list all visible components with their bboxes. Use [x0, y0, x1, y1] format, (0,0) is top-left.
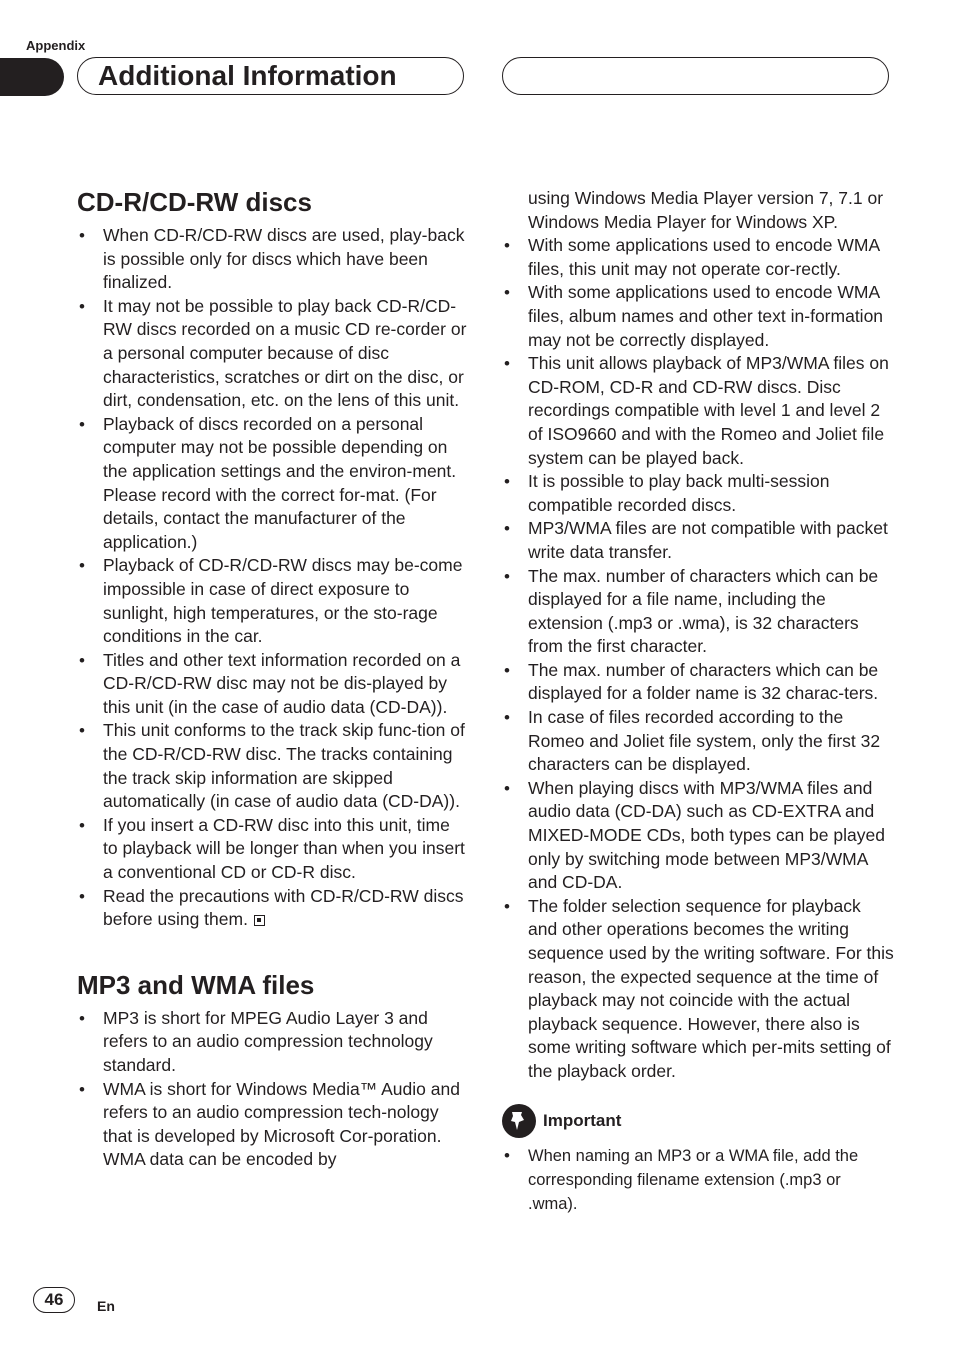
- cdr-bullet-list: [77, 224, 469, 932]
- list-item: • In case of files recorded according to the Romeo and Joliet file system, only the first 32 characters can be displayed.: [502, 706, 894, 777]
- list-item: • WMA is short for Windows Media™ Audio and refers to an audio compression tech-nology that is developed by Microsoft Cor-poration. WMA data can be encoded by: [77, 1078, 469, 1172]
- language-code: En: [97, 1298, 115, 1314]
- list-item: • Playback of CD-R/CD-RW discs may be-come impossible in case of direct exposure to sunlight, high temperatures, or the sto-rage conditions in the car.: [77, 554, 469, 648]
- list-item: • MP3/WMA files are not compatible with packet write data transfer.: [502, 517, 894, 564]
- list-item-text: Read the precautions with CD-R/CD-RW discs before using them.: [103, 885, 464, 930]
- important-label: Important: [543, 1110, 622, 1130]
- list-item: • MP3 is short for MPEG Audio Layer 3 and refers to an audio compression technology standard.: [77, 1007, 469, 1078]
- continued-text: using Windows Media Player version 7, 7.1 or Windows Media Player for Windows XP.: [528, 188, 884, 232]
- list-item: • When naming an MP3 or a WMA file, add the corresponding filename extension (.mp3 or .wma).: [502, 1144, 894, 1216]
- list-item: • With some applications used to encode WMA files, this unit may not operate cor-rectly.: [502, 234, 894, 281]
- list-item: • With some applications used to encode WMA files, album names and other text in-formation may not be correctly displayed.: [502, 281, 894, 352]
- right-column: [502, 186, 894, 1216]
- list-item: • The folder selection sequence for playback and other operations becomes the writing sequence used by the writing software. For this reason, the expected sequence at the time of playback may not coincide with the actual playback sequence. However, there also is some writing software which per-mits setting of the playback order.: [502, 895, 894, 1084]
- important-heading: [502, 1104, 894, 1138]
- page-number: 46: [33, 1287, 75, 1313]
- mp3-bullet-list: [77, 1007, 469, 1172]
- important-bullet-list: [502, 1144, 894, 1216]
- list-item: • Titles and other text information recorded on a CD-R/CD-RW disc may not be dis-played by this unit (in the case of audio data (CD-DA)).: [77, 649, 469, 720]
- cdr-section-title: CD-R/CD-RW discs: [77, 187, 312, 217]
- appendix-label: Appendix: [26, 38, 86, 53]
- page-title: Additional Information: [98, 60, 397, 91]
- mp3-bullet-list-continued: [502, 234, 894, 1083]
- list-item: • The max. number of characters which can be displayed for a file name, including the extension (.mp3 or .wma), is 32 characters from the first character.: [502, 565, 894, 659]
- list-item: • When playing discs with MP3/WMA files and audio data (CD-DA) such as CD-EXTRA and MIXED-MODE CDs, both types can be played only by switching mode between MP3/WMA and CD-DA.: [502, 777, 894, 895]
- list-item-last: [77, 885, 469, 932]
- list-item: • This unit conforms to the track skip func-tion of the CD-R/CD-RW disc. The tracks containing the track skip information are skipped automatically (in case of audio data (CD-DA)).: [77, 719, 469, 813]
- list-item: • Playback of discs recorded on a personal computer may not be possible depending on the application settings and the environ-ment. Please record with the correct for-mat. (For details, contact the manufacturer of the application.): [77, 413, 469, 555]
- important-pin-icon: [502, 1104, 536, 1138]
- list-item: • It is possible to play back multi-session compatible recorded discs.: [502, 470, 894, 517]
- mp3-section-title: MP3 and WMA files: [77, 969, 315, 1000]
- list-item: • This unit allows playback of MP3/WMA files on CD-ROM, CD-R and CD-RW discs. Disc recordings compatible with level 1 and level 2 of ISO9660 and with the Romeo and Joliet file system can be played back.: [502, 352, 894, 470]
- end-of-section-icon: [254, 915, 265, 926]
- section-tab-marker: [0, 58, 64, 96]
- header-empty-frame: [502, 57, 889, 95]
- left-column: [77, 186, 469, 1172]
- list-item: • The max. number of characters which can be displayed for a folder name is 32 charac-ters.: [502, 659, 894, 706]
- list-item: • If you insert a CD-RW disc into this unit, time to playback will be longer than when you insert a conventional CD or CD-R disc.: [77, 814, 469, 885]
- list-item: • When CD-R/CD-RW discs are used, play-back is possible only for discs which have been finalized.: [77, 224, 469, 295]
- list-item: • It may not be possible to play back CD-R/CD-RW discs recorded on a music CD re-corder or a personal computer because of disc characteristics, scratches or dirt on the disc, or dirt, condensation, etc. on the lens of this unit.: [77, 295, 469, 413]
- header-title-frame: [77, 57, 464, 95]
